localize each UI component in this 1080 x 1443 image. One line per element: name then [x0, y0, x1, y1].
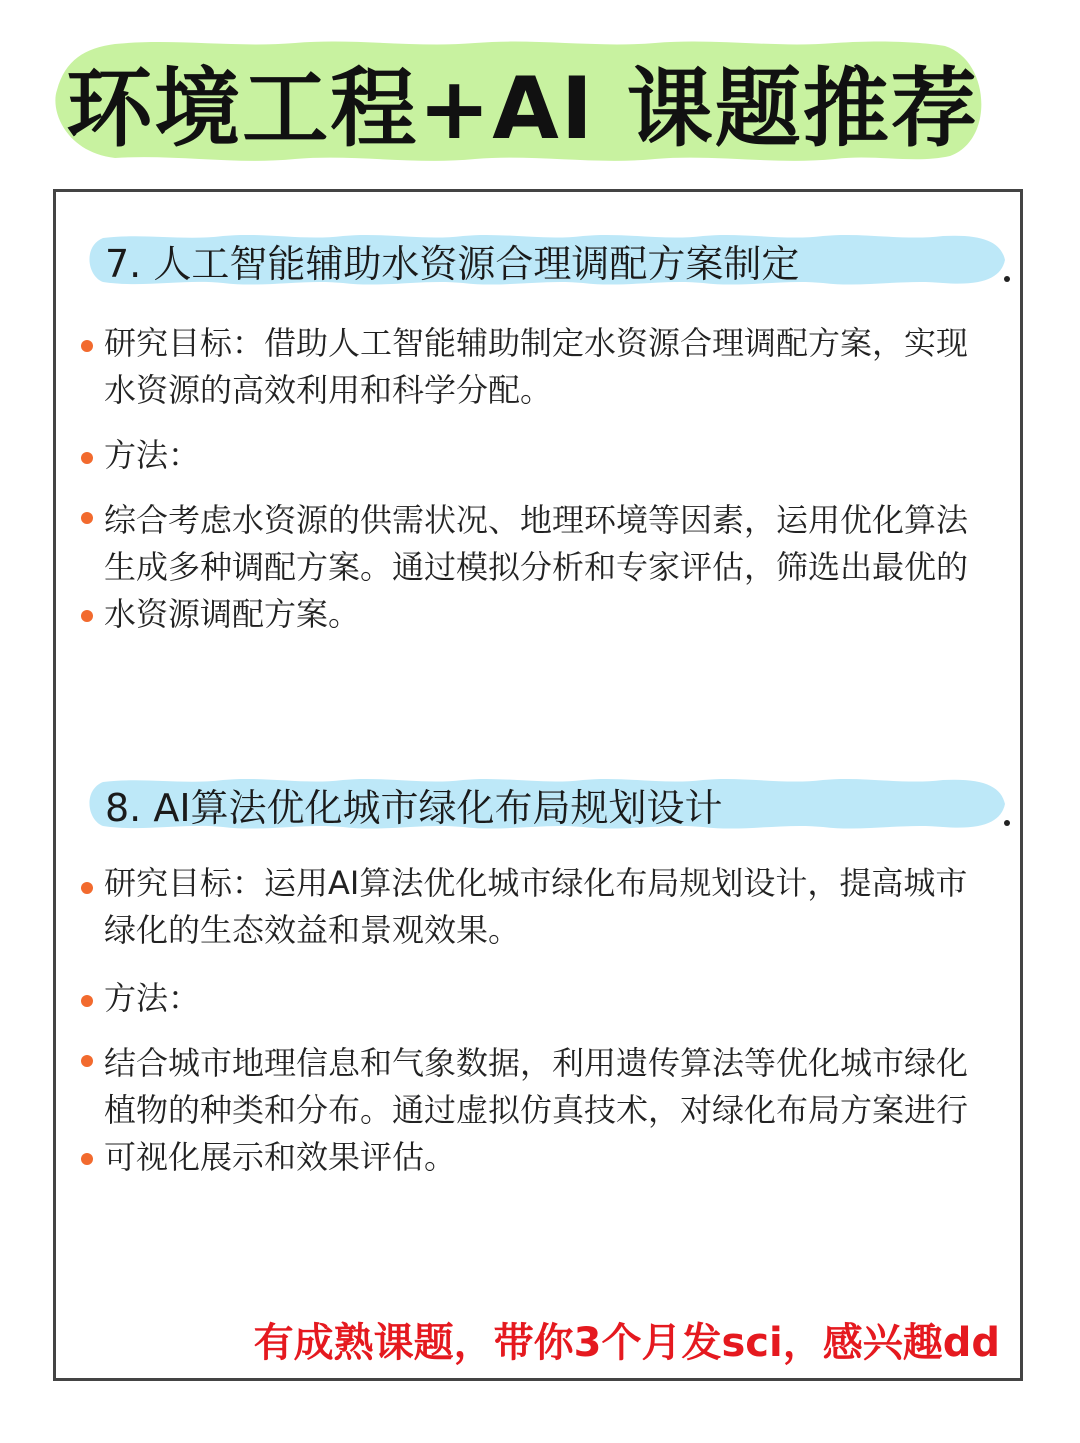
- decorative-dot: [1004, 820, 1010, 826]
- section-heading-8: [83, 776, 1008, 832]
- bullet-icon: [81, 1055, 93, 1067]
- method-label: 方法：: [104, 979, 201, 1017]
- bullet-icon: [81, 995, 93, 1007]
- title-banner: [55, 40, 990, 162]
- bullet-icon: [81, 340, 93, 352]
- method-text: 结合城市地理信息和气象数据，利用遗传算法等优化城市绿化植物的种类和分布。通过虚拟仿真技术，对绿化布局方案进行可视化展示和效果评估。: [104, 1044, 969, 1176]
- bullet-icon: [81, 882, 93, 894]
- section-title: 8. AI算法优化城市绿化布局规划设计: [105, 785, 723, 830]
- bullet-icon: [81, 610, 93, 622]
- bullet-icon: [81, 1153, 93, 1165]
- bullet-icon: [81, 512, 93, 524]
- section-heading-7: [83, 232, 1008, 288]
- research-goal-text: 研究目标：运用AI算法优化城市绿化布局规划设计，提高城市绿化的生态效益和景观效果。: [104, 864, 968, 949]
- section-title: 7. 人工智能辅助水资源合理调配方案制定: [105, 241, 800, 286]
- research-goal-text: 研究目标：借助人工智能辅助制定水资源合理调配方案，实现水资源的高效利用和科学分配。: [104, 324, 969, 409]
- bullet-icon: [81, 452, 93, 464]
- method-label: 方法：: [104, 436, 201, 474]
- promo-footer: 有成熟课题，带你3个月发sci，感兴趣dd: [253, 1320, 1000, 1366]
- content-card: [53, 189, 1023, 1381]
- decorative-dot: [1004, 276, 1010, 282]
- page-title: 环境工程+AI 课题推荐: [66, 59, 979, 159]
- method-text: 综合考虑水资源的供需状况、地理环境等因素，运用优化算法生成多种调配方案。通过模拟分析和专家评估，筛选出最优的水资源调配方案。: [104, 501, 969, 633]
